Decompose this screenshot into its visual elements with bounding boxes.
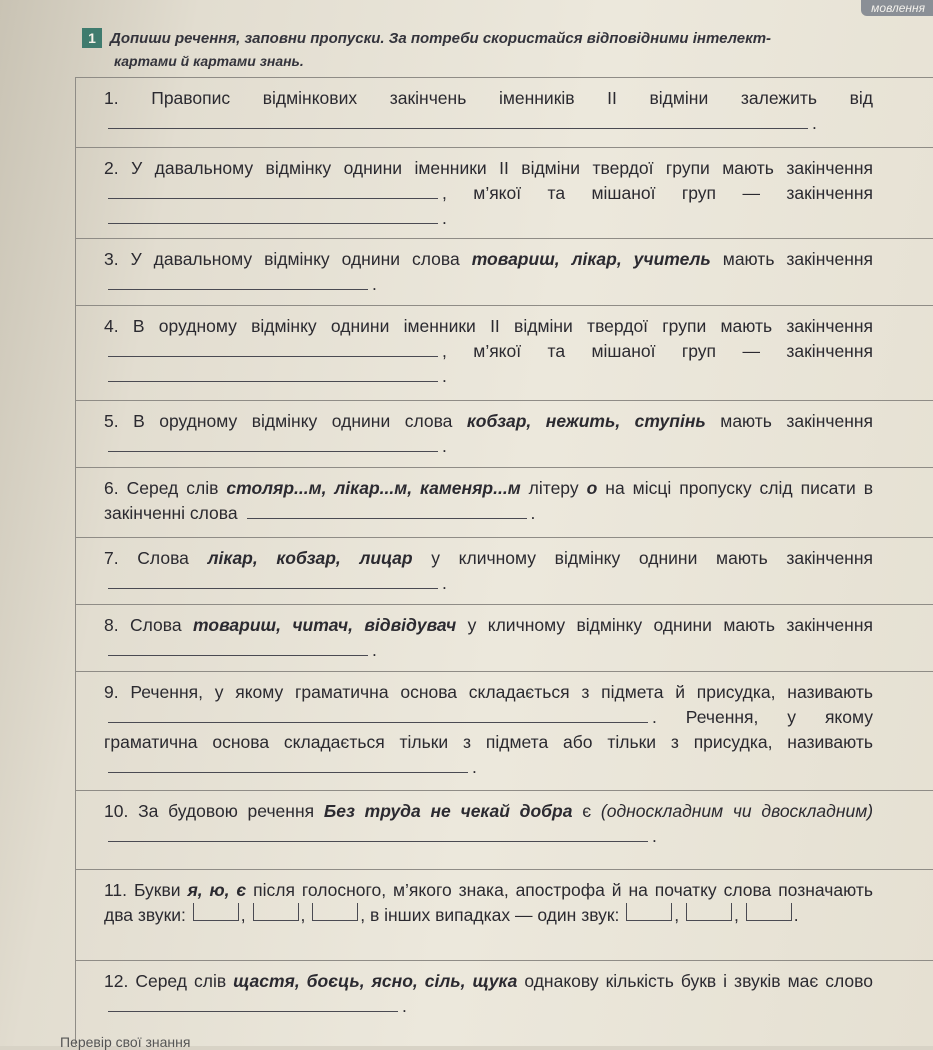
item-text: , м’якої та мішаної груп — закінчення (442, 183, 873, 203)
table-row: 10. За будовою речення Без труда не чекай добра є (односкладним чи двоскладним) . (76, 791, 933, 870)
item-text: після голосного, м’якого знака, апострофа й на початку слова позначають два звуки: (104, 880, 873, 925)
item-text: Серед слів (135, 971, 226, 991)
exercise-table (75, 77, 933, 1045)
answer-blank[interactable] (108, 273, 368, 290)
table-row: 12. Серед слів щастя, боєць, ясно, сіль, щука однакову кількість букв і звуків має слово . (76, 961, 933, 1046)
sound-box[interactable] (746, 903, 792, 921)
item-words: я, ю, є (187, 880, 246, 900)
item-number: 11. (104, 880, 127, 900)
answer-blank[interactable] (108, 207, 438, 224)
item-text: Серед слів (127, 478, 219, 498)
item-words: товариш, читач, відвідувач (193, 615, 456, 635)
sound-box[interactable] (686, 903, 732, 921)
item-text: Речення, у якому граматична основа складається тільки з підмета або тільки з присудка, називають (104, 707, 873, 752)
answer-blank[interactable] (108, 825, 648, 842)
item-number: 9. (104, 682, 119, 702)
item-text: Слова (130, 615, 182, 635)
answer-blank[interactable] (108, 112, 808, 129)
item-number: 8. (104, 615, 119, 635)
item-text: В орудному відмінку однини слова (133, 411, 452, 431)
item-text: мають закінчення (723, 249, 873, 269)
item-text: Правопис відмінкових закінчень іменників ІІ відміни залежить від (151, 88, 873, 108)
answer-blank[interactable] (108, 340, 438, 357)
task-instruction-line1: Допиши речення, заповни пропуски. За потреби скористайся відповідними інтелект- (110, 30, 771, 47)
answer-blank[interactable] (108, 756, 468, 773)
item-letter: о (587, 478, 598, 498)
item-number: 4. (104, 316, 119, 336)
item-text: у кличному відмінку однини мають закінчення (431, 548, 873, 568)
item-text: У давальному відмінку однини іменники ІІ відміни твердої групи мають закінчення (131, 158, 873, 178)
item-text: мають закінчення (720, 411, 873, 431)
task-instruction-line2: картами й картами знань. (82, 50, 933, 72)
item-words: Без труда не чекай добра (324, 801, 573, 821)
item-number: 5. (104, 411, 119, 431)
item-number: 3. (104, 249, 119, 269)
item-words: щастя, боєць, ясно, сіль, щука (233, 971, 517, 991)
item-text: є (582, 801, 591, 821)
answer-blank[interactable] (108, 365, 438, 382)
section-tag: мовлення (861, 0, 933, 16)
item-words: кобзар, нежить, ступінь (467, 411, 706, 431)
table-row: 2. У давальному відмінку однини іменники ІІ відміни твердої групи мають закінчення , м’якої та мішаної груп — закінчення . (76, 148, 933, 239)
answer-blank[interactable] (108, 995, 398, 1012)
item-text: однакову кількість букв і звуків має слово (524, 971, 873, 991)
item-text: В орудному відмінку однини іменники ІІ відміни твердої групи мають закінчення (133, 316, 873, 336)
table-row: 8. Слова товариш, читач, відвідувач у кличному відмінку однини мають закінчення . (76, 605, 933, 672)
answer-blank[interactable] (247, 502, 527, 519)
answer-blank[interactable] (108, 706, 648, 723)
answer-blank[interactable] (108, 639, 368, 656)
item-number: 2. (104, 158, 119, 178)
item-text: на місці пропуску слід писати в закінченні слова (104, 478, 873, 523)
sound-box[interactable] (253, 903, 299, 921)
item-text: , м’якої та мішаної груп — закінчення (442, 341, 873, 361)
table-row: 11. Букви я, ю, є після голосного, м’якого знака, апострофа й на початку слова позначають два звуки: , , , в інших випадках — один звук: , , . (76, 870, 933, 961)
item-text: Слова (137, 548, 189, 568)
table-row: 1. Правопис відмінкових закінчень іменників ІІ відміни залежить від . (76, 78, 933, 148)
answer-blank[interactable] (108, 435, 438, 452)
item-text: Букви (134, 880, 181, 900)
item-text: , в інших випадках — один звук: (360, 905, 619, 925)
item-number: 12. (104, 971, 128, 991)
table-row: 6. Серед слів столяр...м, лікар...м, каменяр...м літеру о на місці пропуску слід писати в закінченні слова . (76, 468, 933, 538)
sound-box[interactable] (312, 903, 358, 921)
next-task-hint: Перевір свої знання (60, 1034, 190, 1050)
item-words: лікар, кобзар, лицар (208, 548, 413, 568)
table-row: 5. В орудному відмінку однини слова кобзар, нежить, ступінь мають закінчення . (76, 401, 933, 468)
item-number: 6. (104, 478, 119, 498)
item-text: літеру (529, 478, 579, 498)
item-words: столяр...м, лікар...м, каменяр...м (226, 478, 520, 498)
item-text: Речення, у якому граматична основа складається з підмета й присудка, називають (130, 682, 873, 702)
item-text: У давальному відмінку однини слова (131, 249, 460, 269)
table-row: 9. Речення, у якому граматична основа складається з підмета й присудка, називають . Речення, у якому граматична основа складається тільки з підмета або тільки з присудка, називають . (76, 672, 933, 791)
table-row: 4. В орудному відмінку однини іменники ІІ відміни твердої групи мають закінчення , м’якої та мішаної груп — закінчення . (76, 306, 933, 401)
answer-blank[interactable] (108, 182, 438, 199)
item-hint: (односкладним чи двоскладним) (601, 801, 873, 821)
answer-blank[interactable] (108, 572, 438, 589)
item-text: За будовою речення (138, 801, 314, 821)
item-number: 7. (104, 548, 119, 568)
task-instruction (82, 28, 933, 72)
table-row: 7. Слова лікар, кобзар, лицар у кличному відмінку однини мають закінчення . (76, 538, 933, 605)
sound-box[interactable] (626, 903, 672, 921)
task-number-badge: 1 (82, 28, 102, 48)
item-text: у кличному відмінку однини мають закінчення (468, 615, 873, 635)
item-number: 1. (104, 88, 119, 108)
table-row: 3. У давальному відмінку однини слова товариш, лікар, учитель мають закінчення . (76, 239, 933, 306)
sound-box[interactable] (193, 903, 239, 921)
item-words: товариш, лікар, учитель (472, 249, 711, 269)
item-number: 10. (104, 801, 128, 821)
